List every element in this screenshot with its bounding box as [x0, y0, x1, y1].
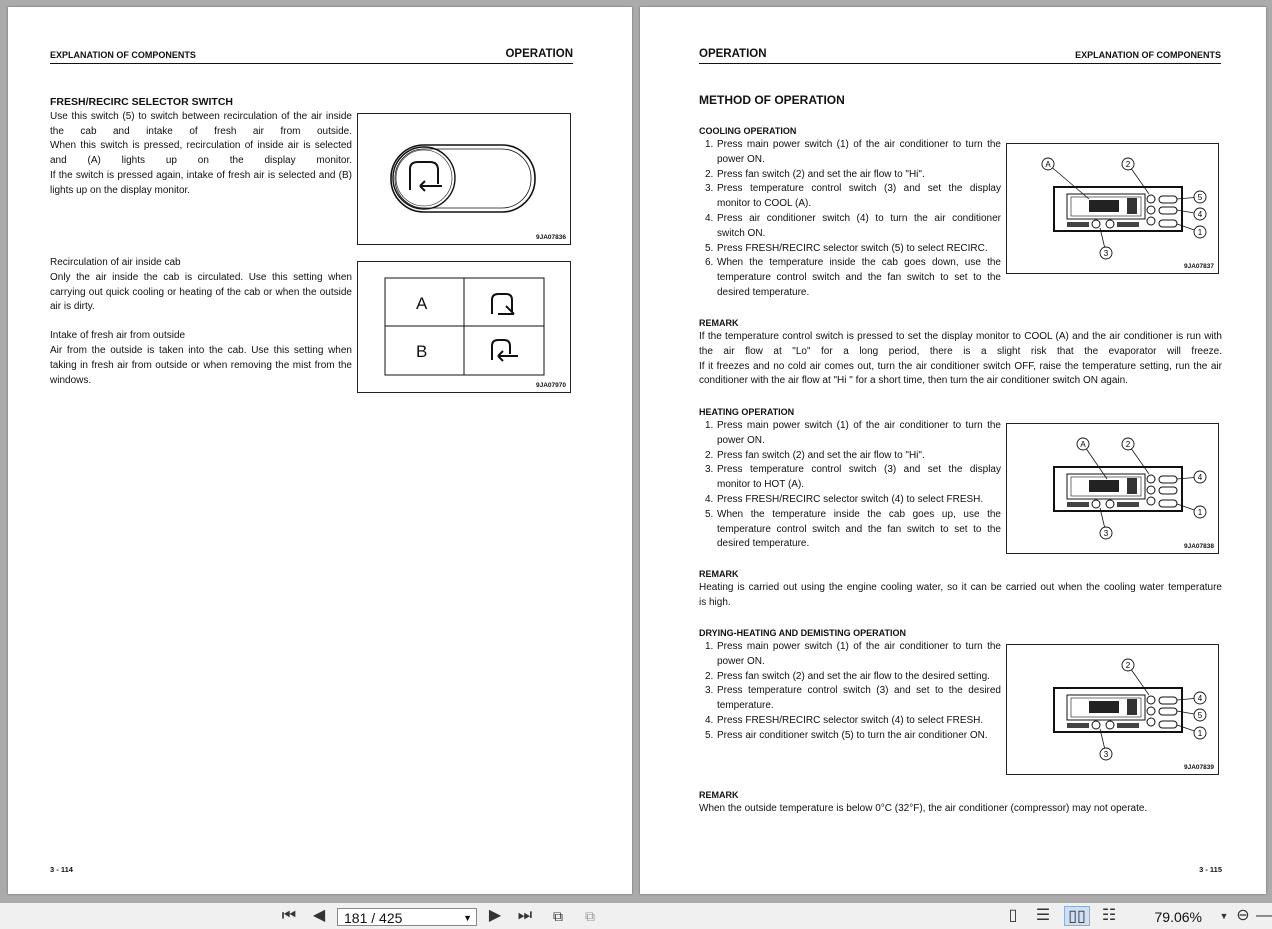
step-line: Press FRESH/RECIRC selector switch (5) to select RECIRC.	[717, 242, 988, 254]
step-number: 1.	[705, 139, 714, 150]
svg-text:2: 2	[1125, 160, 1131, 169]
figure-id: 9JA07838	[1184, 543, 1214, 550]
step-item	[699, 419, 1001, 449]
step-line: Press air conditioner switch (5) to turn the air conditioner ON.	[717, 729, 988, 741]
step-item	[699, 493, 1001, 508]
step-line: desired temperature.	[717, 538, 810, 550]
step-number: 2.	[705, 168, 714, 180]
svg-text:3: 3	[1103, 249, 1109, 258]
fresh-recirc-section	[50, 95, 352, 199]
step-number: 5.	[705, 729, 714, 741]
step-item	[699, 138, 1001, 168]
chevron-down-icon[interactable]: ▼	[463, 913, 472, 923]
control-panel-illustration	[1007, 645, 1218, 774]
section-title: FRESH/RECIRC SELECTOR SWITCH	[50, 96, 233, 108]
step-line: temperature control switch and the fan switch to set to the	[717, 523, 1001, 535]
step-line: Press temperature control switch (3) and set the display	[717, 464, 1001, 476]
cooling-figure	[1006, 143, 1219, 274]
left-page	[8, 7, 632, 894]
svg-text:A: A	[1045, 160, 1051, 169]
step-line: power ON.	[717, 655, 765, 667]
step-line: Press fan switch (2) and set the air flow to the desired setting.	[717, 670, 990, 682]
two-page-continuous-icon[interactable]: ☷	[1101, 907, 1117, 924]
remark-title: REMARK	[699, 318, 739, 328]
step-item	[699, 463, 1001, 493]
step-line: temperature control switch and the fan switch to set to the	[717, 272, 1001, 284]
cooling-steps	[699, 138, 1001, 301]
mode-table-illustration	[358, 262, 570, 392]
step-line: Press main power switch (1) of the air conditioner to turn the	[717, 420, 1001, 431]
step-line: power ON.	[717, 434, 765, 446]
step-number: 3.	[705, 183, 714, 195]
text-line: If the switch is pressed again, intake of fresh air is selected and (B)	[50, 169, 352, 181]
page-number: 3 - 114	[50, 865, 73, 874]
step-line: Press temperature control switch (3) and set to the desired	[717, 685, 1001, 697]
figure-id: 9JA07836	[536, 234, 566, 241]
prev-page-icon[interactable]: ◀	[312, 907, 326, 924]
control-panel-illustration	[1007, 424, 1218, 553]
step-number: 4.	[705, 212, 714, 224]
figure-id: 9JA07970	[536, 382, 566, 389]
text-line: and (A) lights up on the display monitor.	[50, 155, 352, 167]
svg-text:2: 2	[1125, 440, 1131, 449]
step-number: 3.	[705, 464, 714, 476]
viewer-toolbar	[0, 903, 1272, 929]
step-line: desired temperature.	[717, 286, 810, 298]
svg-text:4: 4	[1197, 473, 1203, 482]
page-number-input[interactable]	[337, 908, 477, 926]
step-item	[699, 640, 1001, 670]
step-item	[699, 729, 1001, 744]
text-line: carrying out quick cooling or heating of the cab or when the outside	[50, 286, 352, 298]
zoom-out-icon[interactable]: ⊖	[1236, 907, 1250, 924]
text-line: When the outside temperature is below 0°C (32°F), the air conditioner (compressor) may not operate.	[699, 803, 1148, 814]
text-line: Only the air inside the cab is circulated. Use this setting when	[50, 271, 352, 283]
right-page	[640, 7, 1266, 894]
text-line: conditioner with the air flow at "Hi " for a short time, then turn the air conditioner switch ON again.	[699, 375, 1128, 387]
step-line: power ON.	[717, 153, 765, 165]
label-b: B	[416, 342, 428, 361]
step-item	[699, 714, 1001, 729]
cooling-section	[699, 125, 1001, 301]
step-number: 2.	[705, 449, 714, 461]
single-page-icon[interactable]: ▯	[1008, 907, 1018, 924]
recirc-section	[50, 256, 352, 388]
page-indicator: 181 / 425	[344, 910, 403, 926]
remark-text	[699, 581, 1222, 611]
last-page-icon[interactable]: ⏭	[517, 907, 533, 924]
page-header	[50, 41, 573, 64]
remark-title: REMARK	[699, 569, 739, 579]
step-number: 1.	[705, 641, 714, 652]
step-number: 4.	[705, 714, 714, 726]
step-line: monitor to COOL (A).	[717, 198, 812, 210]
step-line: Press air conditioner switch (4) to turn the air conditioner	[717, 212, 1001, 224]
heating-section	[699, 406, 1001, 552]
header-section: EXPLANATION OF COMPONENTS	[1075, 50, 1221, 60]
drying-figure	[1006, 644, 1219, 775]
first-page-icon[interactable]: ⏮	[281, 907, 297, 924]
step-line: Press temperature control switch (3) and set the display	[717, 183, 1001, 195]
text-line: is high.	[699, 596, 731, 608]
text-line: Air from the outside is taken into the cab. Use this setting when	[50, 344, 352, 356]
text-line: Use this switch (5) to switch between recirculation of the air inside	[50, 110, 352, 122]
svg-text:5: 5	[1197, 711, 1203, 720]
text-line: the air flow at "Lo" for a long period, there is a slight risk that the evaporator will freeze.	[699, 345, 1222, 357]
text-line: taking in fresh air from outside or when removing the mist from the	[50, 359, 352, 371]
selector-switch-illustration	[358, 114, 570, 244]
svg-text:5: 5	[1197, 193, 1203, 202]
step-number: 2.	[705, 670, 714, 682]
step-item	[699, 256, 1001, 300]
zoom-dropdown-icon[interactable]: ▼	[1219, 911, 1229, 921]
next-page-icon[interactable]: ▶	[488, 907, 502, 924]
figure-id: 9JA07839	[1184, 764, 1214, 771]
step-line: Press main power switch (1) of the air conditioner to turn the	[717, 641, 1001, 652]
fit-page-icon[interactable]: ⧉	[553, 908, 563, 924]
label-a: A	[416, 294, 428, 313]
step-number: 6.	[705, 257, 714, 269]
header-chapter: OPERATION	[699, 48, 767, 60]
step-line: Press FRESH/RECIRC selector switch (4) to select FRESH.	[717, 714, 984, 726]
figure-id: 9JA07837	[1184, 263, 1214, 270]
svg-text:2: 2	[1125, 661, 1131, 670]
heating-steps	[699, 419, 1001, 552]
svg-text:A: A	[1080, 440, 1086, 449]
step-number: 3.	[705, 685, 714, 697]
step-line: Press main power switch (1) of the air conditioner to turn the	[717, 139, 1001, 150]
step-line: When the temperature inside the cab goes up, use the	[717, 508, 1001, 520]
step-item	[699, 168, 1001, 183]
mode-table-figure	[357, 261, 571, 393]
step-line: Press FRESH/RECIRC selector switch (4) to select FRESH.	[717, 493, 984, 505]
recirc-title: Recirculation of air inside cab	[50, 257, 181, 268]
step-item	[699, 449, 1001, 464]
svg-text:1: 1	[1197, 228, 1203, 237]
zoom-slider-track[interactable]: —	[1256, 907, 1272, 924]
remark-3	[699, 789, 1222, 817]
remark-text	[699, 330, 1222, 389]
text-line: When this switch is pressed, recirculation of inside air is selected	[50, 140, 352, 152]
continuous-icon[interactable]: ☰	[1035, 907, 1051, 924]
page-header	[699, 41, 1221, 64]
step-item	[699, 212, 1001, 242]
step-item	[699, 508, 1001, 552]
step-number: 5.	[705, 242, 714, 254]
text-line: If it freezes and no cold air comes out, turn the air conditioner switch OFF, raise the temperature setting, run the air	[699, 360, 1222, 372]
remark-2	[699, 568, 1222, 611]
zoom-level[interactable]: 79.06%	[1154, 909, 1202, 925]
drying-title: DRYING-HEATING AND DEMISTING OPERATION	[699, 628, 906, 638]
fresh-text	[50, 344, 352, 388]
remark-text	[699, 802, 1222, 817]
switch-figure	[357, 113, 571, 245]
step-line: switch ON.	[717, 227, 766, 239]
remark-1	[699, 317, 1222, 389]
text-line: If the temperature control switch is pressed to set the display monitor to COOL (A) and the air conditioner is run with	[699, 331, 1222, 342]
step-line: When the temperature inside the cab goes down, use the	[717, 257, 1001, 269]
step-line: temperature.	[717, 700, 774, 712]
svg-text:1: 1	[1197, 729, 1203, 738]
two-page-icon[interactable]: ▯▯	[1064, 906, 1090, 926]
text-line: windows.	[50, 374, 92, 386]
step-item	[699, 242, 1001, 257]
control-panel-illustration	[1007, 144, 1218, 273]
intro-text	[50, 110, 352, 199]
step-line: Press fan switch (2) and set the air flow to "Hi".	[717, 449, 925, 461]
svg-text:4: 4	[1197, 210, 1203, 219]
text-line: lights up on the display monitor.	[50, 184, 191, 196]
step-number: 1.	[705, 420, 714, 431]
fresh-title: Intake of fresh air from outside	[50, 330, 186, 342]
text-line: Heating is carried out using the engine cooling water, so it can be carried out when the cooling water temperature	[699, 582, 1222, 593]
drying-steps	[699, 640, 1001, 744]
page-number: 3 - 115	[1199, 865, 1222, 874]
svg-text:1: 1	[1197, 508, 1203, 517]
text-line: the cab and intake of fresh air from outside.	[50, 125, 352, 137]
step-number: 4.	[705, 493, 714, 505]
step-item	[699, 684, 1001, 714]
step-number: 5.	[705, 508, 714, 520]
remark-title: REMARK	[699, 790, 739, 800]
svg-text:3: 3	[1103, 529, 1109, 538]
step-line: Press fan switch (2) and set the air flow to "Hi".	[717, 168, 925, 180]
step-line: monitor to HOT (A).	[717, 479, 805, 491]
fit-width-icon[interactable]: ⧉	[585, 908, 595, 924]
heating-figure	[1006, 423, 1219, 554]
step-item	[699, 182, 1001, 212]
svg-text:4: 4	[1197, 694, 1203, 703]
step-item	[699, 670, 1001, 685]
method-title: METHOD OF OPERATION	[699, 93, 845, 107]
header-section: EXPLANATION OF COMPONENTS	[50, 50, 196, 60]
heating-title: HEATING OPERATION	[699, 407, 795, 417]
header-chapter: OPERATION	[505, 48, 573, 60]
drying-section	[699, 627, 1001, 744]
recirc-text	[50, 271, 352, 315]
cooling-title: COOLING OPERATION	[699, 126, 797, 136]
svg-text:3: 3	[1103, 750, 1109, 759]
text-line: air is dirty.	[50, 301, 95, 313]
